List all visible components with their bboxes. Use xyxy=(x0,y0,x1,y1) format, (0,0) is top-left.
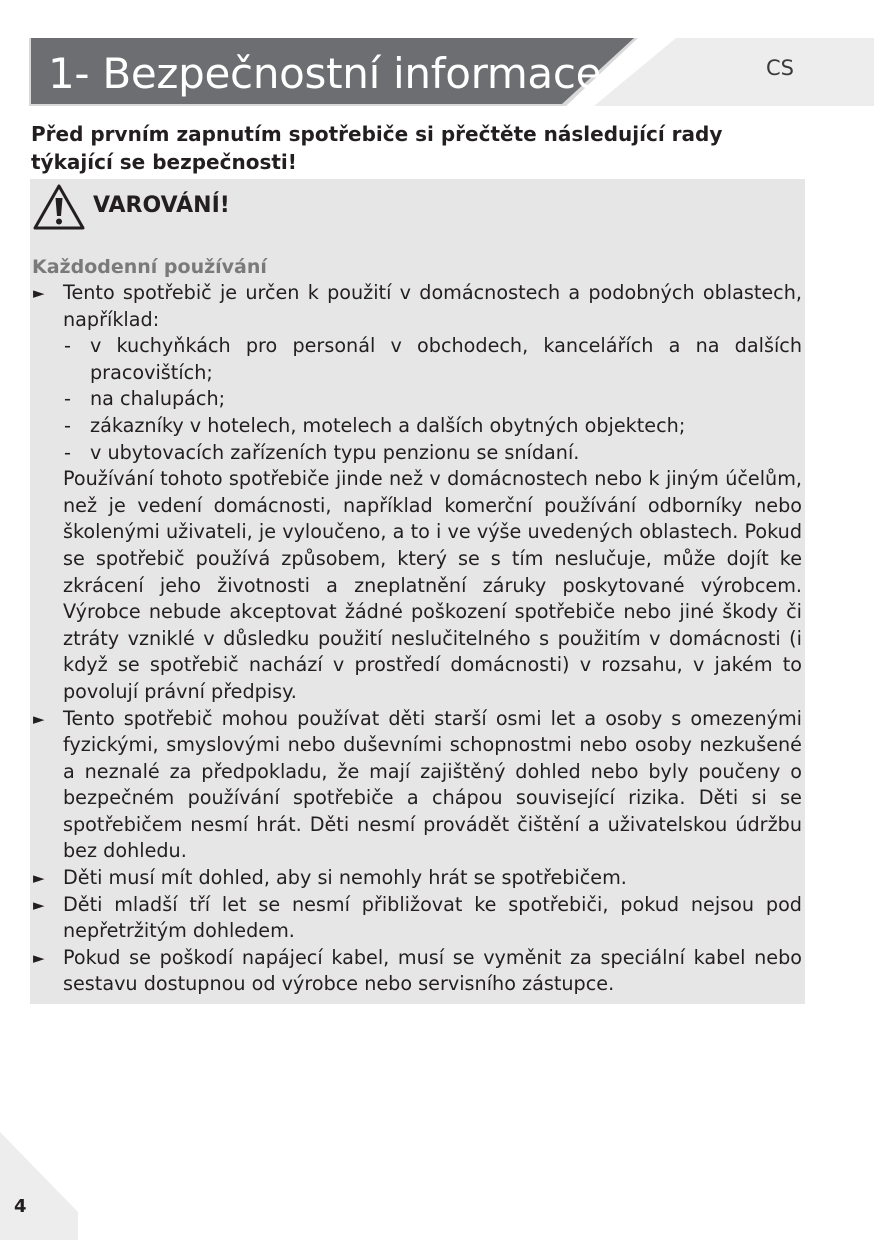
list-item-text: Děti mladší tří let se nesmí přibližovat ke spotřebiči, pokud nejsou pod nepřetržitým dohledem. xyxy=(63,892,802,943)
bullet-arrow-icon: ► xyxy=(33,895,45,914)
sub-list-item-text: zákazníky v hotelech, motelech a dalších obytných objektech; xyxy=(90,413,686,437)
header-tab-shape xyxy=(594,38,874,106)
bullet-arrow-icon: ► xyxy=(33,284,45,302)
page-corner-tab xyxy=(0,1128,90,1240)
bullet-arrow-icon: ► xyxy=(33,709,45,728)
dash-icon: - xyxy=(64,440,71,464)
list-item-text: Tento spotřebič mohou používat děti starší osmi let a osoby s omezenými fyzickými, smyslovými nebo duševními schopnostmi nebo osoby nezkušené a neznalé za předpokladu, že mají zajištěný dohled nebo byly poučeny o bezpečném používání spotřebiče a chápou související rizika. Děti si se spotřebičem nesmí hrát. Děti nesmí provádět čištění a uživatelskou údržbu bez dohledu. xyxy=(63,706,802,863)
list-item-paragraph: Používání tohoto spotřebiče jinde než v domácnostech nebo k jiným účelům, než je vedení domácnosti, například komerční používání odborníky nebo školenými uživateli, je vyloučeno, a to i ve výše uvedených oblastech. Pokud se spotřebič používá způsobem, který se s tím neslučuje, může dojít ke zkrácení jeho životnosti a zneplatnění záruky poskytované výrobcem. Výrobce nebude akceptovat žádné poškození spotřebiče nebo jiné škody či ztráty vzniklé v důsledku použití neslučitelného s použitím v domácnosti (i když se spotřebič nachází v prostředí domácnosti) v rozsahu, v jakém to povolují právní předpisy. xyxy=(63,467,802,703)
warning-box xyxy=(30,179,805,1004)
section-heading: Každodenní používání xyxy=(32,256,267,278)
dash-icon: - xyxy=(64,387,71,411)
bullet-arrow-icon: ► xyxy=(33,869,45,888)
page-title: 1- Bezpečnostní informace xyxy=(48,49,602,98)
dash-icon: - xyxy=(64,413,71,437)
sub-list-item-text: na chalupách; xyxy=(90,387,226,411)
list-item xyxy=(30,280,802,706)
list-item xyxy=(30,892,802,945)
sub-list-item-text: v kuchyňkách pro personál v obchodech, kancelářích a na dalších pracovištích; xyxy=(90,334,802,384)
sub-list-item xyxy=(63,440,802,467)
list-item xyxy=(30,865,802,892)
list-item-text: Děti musí mít dohled, aby si nemohly hrát se spotřebičem. xyxy=(63,866,627,890)
intro-warning-text: Před prvním zapnutím spotřebiče si přečtěte následující rady týkající se bezpečnosti! xyxy=(31,122,723,174)
sub-list-item-text: v ubytovacích zařízeních typu penzionu se snídaní. xyxy=(90,440,580,464)
dash-icon: - xyxy=(64,334,71,358)
sub-list-item xyxy=(63,333,802,386)
bullet-list xyxy=(30,280,802,998)
warning-triangle-icon xyxy=(32,182,86,232)
sub-list-item xyxy=(63,413,802,440)
sub-list-item xyxy=(63,386,802,413)
bullet-arrow-icon: ► xyxy=(33,948,45,967)
list-item-text: Tento spotřebič je určen k použití v domácnostech a podobných oblastech, například: xyxy=(63,281,802,331)
warning-title: VAROVÁNÍ! xyxy=(93,193,230,218)
page-number: 4 xyxy=(14,1196,27,1217)
list-item xyxy=(30,945,802,998)
list-item xyxy=(30,706,802,866)
list-item-text: Pokud se poškodí napájecí kabel, musí se vyměnit za speciální kabel nebo sestavu dostupnou od výrobce nebo servisního zástupce. xyxy=(63,945,802,996)
language-code: CS xyxy=(766,56,794,80)
sub-list xyxy=(63,333,802,466)
